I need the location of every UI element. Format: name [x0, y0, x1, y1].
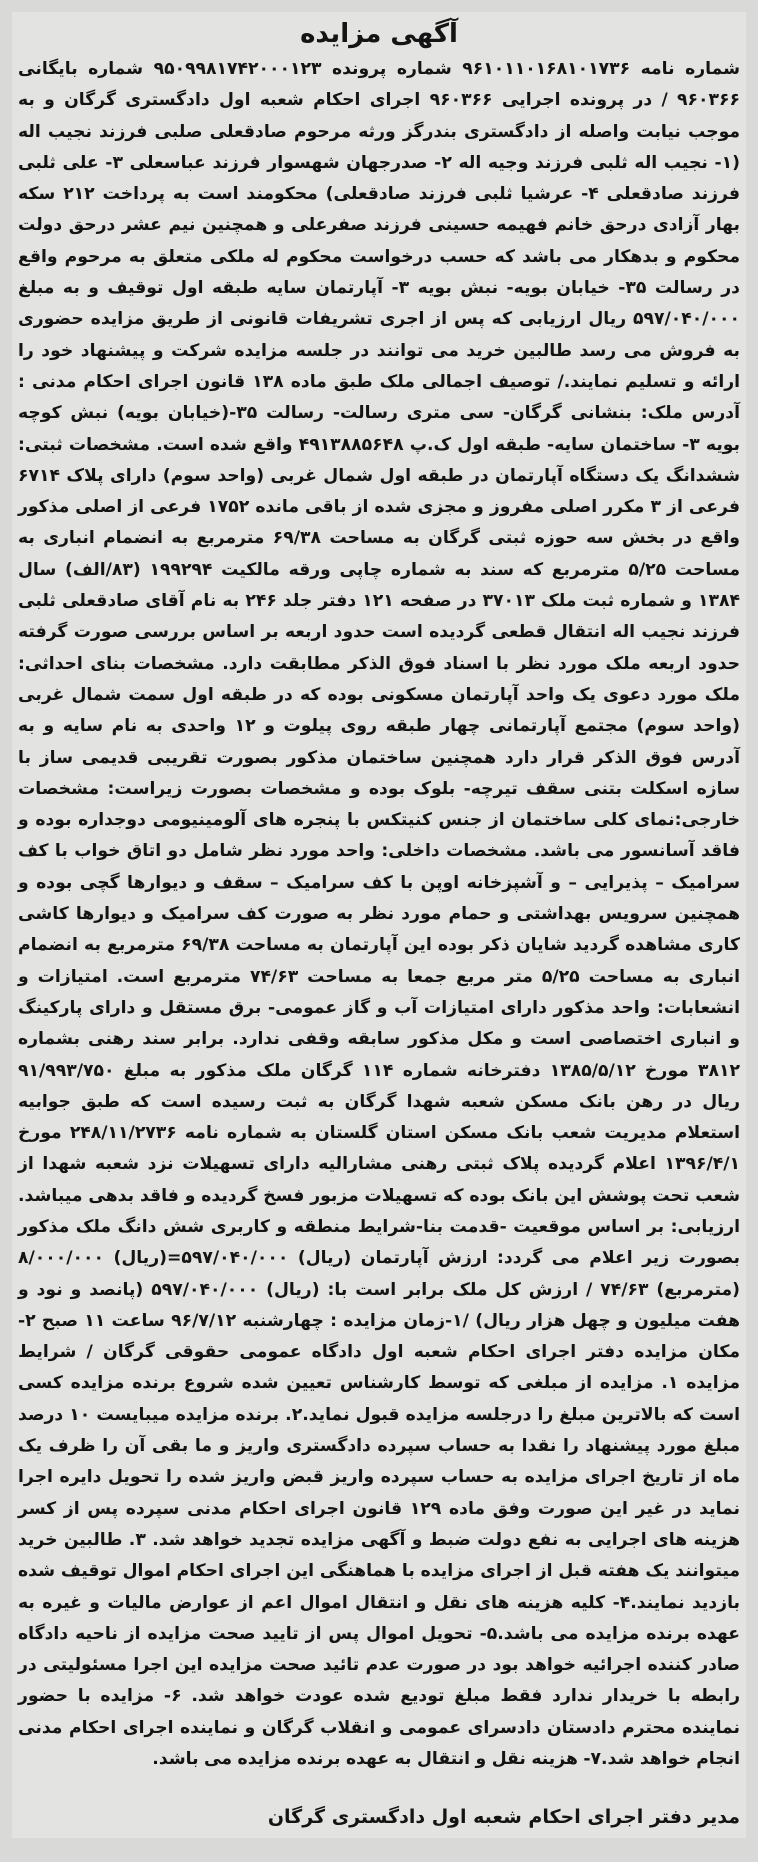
notice-title: آگهی مزایده [300, 19, 458, 49]
notice-signature: مدیر دفتر اجرای احکام شعبه اول دادگستری گرگان [267, 1806, 740, 1828]
notice-body: شماره نامه ۹۶۱۰۱۱۰۱۶۸۱۰۱۷۳۶ شماره پرونده ۹۵۰۹۹۸۱۷۴۲۰۰۰۱۲۳ شماره بایگانی ۹۶۰۳۶۶ / در پرونده اجرایی ۹۶۰۳۶۶ اجرای احکام شعبه اول دادگستری گرگان و به موجب نیابت واصله از دادگستری بندرگز ورثه مرحوم صادقعلی صلبی فرزند نجیب اله (۱- نجیب اله ثلبی فرزند وجیه اله ۲- صدرجهان شهسوار فرزند عباسعلی ۳- علی ثلبی فرزند صادقعلی ۴- عرشیا ثلبی فرزند صادقعلی) محکومند است به پرداخت ۲۱۲ سکه بهار آزادی درحق خانم فهیمه حسینی فرزند صفرعلی و همچنین نیم عشر درحق دولت محکوم و بدهکار می باشد که حسب درخواست محکوم له ملکی متعلق به مرحوم واقع در رسالت ۳۵- خیابان بویه- نبش بویه ۳- آپارتمان سایه طبقه اول توقیف و به مبلغ ۵۹۷/۰۴۰/۰۰۰ ریال ارزیابی که پس از اجری تشریفات قانونی از طریق مزایده حضوری به فروش می رسد طالبین خرید می توانند در جلسه مزایده شرکت و پیشنهاد خود را ارائه و تسلیم نمایند./ توصیف اجمالی ملک طبق ماده ۱۳۸ قانون اجرای احکام مدنی : آدرس ملک: بنشانی گرگان- سی متری رسالت- رسالت ۳۵-(خیابان بویه) نبش کوچه بویه ۳- ساختمان سایه- طبقه اول ک.پ ۴۹۱۳۸۸۵۶۴۸ واقع شده است. مشخصات ثبتی: ششدانگ یک دستگاه آپارتمان در طبقه اول شمال غربی (واحد سوم) دارای پلاک ۶۷۱۴ فرعی از ۳ مکرر اصلی مفروز و مجزی شده از باقی مانده ۱۷۵۲ فرعی از اصلی مذکور واقع در بخش سه حوزه ثبتی گرگان به مساحت ۶۹/۳۸ مترمربع به انضمام انباری به مساحت ۵/۲۵ مترمربع که سند به شماره چاپی ورقه مالکیت ۱۹۹۲۹۴ (۸۳/الف) سال ۱۳۸۴ و شماره ثبت ملک ۳۷۰۱۳ در صفحه ۱۲۱ دفتر جلد ۲۴۶ به نام آقای صادقعلی ثلبی فرزند نجیب اله انتقال قطعی گردیده است حدود اربعه بر اساس بررسی صورت گرفته حدود اربعه ملک مورد نظر با اسناد فوق الذکر مطابقت دارد. مشخصات بنای احداثی: ملک مورد دعوی یک واحد آپارتمان مسکونی بوده که در طبقه اول سمت شمال غربی (واحد سوم) مجتمع آپارتمانی چهار طبقه روی پیلوت و ۱۲ واحدی به نام سایه و به آدرس فوق الذکر قرار دارد همچنین ساختمان مذکور بصورت تقریبی قدیمی ساز با سازه اسکلت بتنی سقف تیرچه- بلوک بوده و مشخصات بصورت زیراست: مشخصات خارجی:نمای کلی ساختمان از جنس کنیتکس با پنجره های آلومینیومی دوجداره بوده و فاقد آسانسور می باشد. مشخصات داخلی: واحد مورد نظر شامل دو اتاق خواب با کف سرامیک – پذیرایی – و آشپزخانه اوپن با کف سرامیک – سقف و دیوارها گچی بوده و همچنین سرویس بهداشتی و حمام مورد نظر به صورت کف سرامیک و دیوارها کاشی کاری مشاهده گردید شایان ذکر بوده این آپارتمان به مساحت ۶۹/۳۸ مترمربع به انضمام انباری به مساحت ۵/۲۵ متر مربع جمعا به مساحت ۷۴/۶۳ مترمربع است. امتیازات و انشعابات: واحد مذکور دارای امتیازات آب و گاز عمومی- برق مستقل و دارای پارکینگ و انباری اختصاصی است و مکل مذکور سابقه وقفی ندارد. برابر سند رهنی بشماره ۳۸۱۲ مورخ ۱۳۸۵/۵/۱۲ دفترخانه شماره ۱۱۴ گرگان ملک مذکور به مبلغ ۹۱/۹۹۳/۷۵۰ ریال در رهن بانک مسکن شعبه شهدا گرگان به ثبت رسیده است که طبق جوابیه استعلام مدیریت شعب بانک مسکن استان گلستان به شماره نامه ۲۴۸/۱۱/۲۷۳۶ مورخ ۱۳۹۶/۴/۱ اعلام گردیده پلاک ثبتی رهنی مشارالیه دارای تسهیلات نزد شعبه شهدا از شعب تحت پوشش این بانک بوده که تسهیلات مزبور فسخ گردیده و فاقد بدهی میباشد. ارزیابی: بر اساس موقعیت -قدمت بنا-شرایط منطقه و کاربری شش دانگ ملک مذکور بصورت زیر اعلام می گردد: ارزش آپارتمان (ریال) ۵۹۷/۰۴۰/۰۰۰=(ریال) ۸/۰۰۰/۰۰۰ (مترمربع) ۷۴/۶۳ / ارزش کل ملک برابر است با: (ریال) ۵۹۷/۰۴۰/۰۰۰ (پانصد و نود و هفت میلیون و چهل هزار ریال) /۱-زمان مزایده : چهارشنبه ۹۶/۷/۱۲ ساعت ۱۱ صبح ۲- مکان مزایده دفتر اجرای احکام شعبه اول دادگاه عمومی حقوقی گرگان / شرایط مزایده ۱. مزایده از مبلغی که توسط کارشناس تعیین شده شروع برنده مزایده کسی است که بالاترین مبلغ را درجلسه مزایده قبول نماید.۲. برنده مزایده میبایست ۱۰ درصد مبلغ مورد پیشنهاد را نقدا به حساب سپرده دادگستری واریز و ما بقی آن را ظرف یک ماه از تاریخ اجرای مزایده به حساب سپرده واریز قبض واریز شده را تحویل دایره اجرا نماید در غیر این صورت وفق ماده ۱۲۹ قانون اجرای احکام مدنی سپرده پس از کسر هزینه های اجرایی به نفع دولت ضبط و آگهی مزایده تجدید خواهد شد. ۳. طالبین خرید میتوانند یک هفته قبل از اجرای مزایده با هماهنگی این اجرای احکام اموال توقیف شده بازدید نمایند.۴- کلیه هزینه های نقل و انتقال اموال اعم از عوارض مالیات و غیره به عهده برنده مزایده می باشد.۵- تحویل اموال پس از تایید صحت مزایده از ناحیه دادگاه صادر کننده اجرائیه خواهد بود در صورت عدم تائید صحت مزایده این اجرا مسئولیتی در رابطه با خریدار ندارد فقط مبلغ تودیع شده عودت خواهد شد. ۶- مزایده با حضور نماینده محترم دادستان دادسرای عمومی و انقلاب گرگان و نماینده اجرای احکام مدنی انجام خواهد شد.۷- هزینه نقل و انتقال به عهده برنده مزایده می باشد. [18, 59, 741, 1770]
notice-clipping [12, 12, 746, 1838]
